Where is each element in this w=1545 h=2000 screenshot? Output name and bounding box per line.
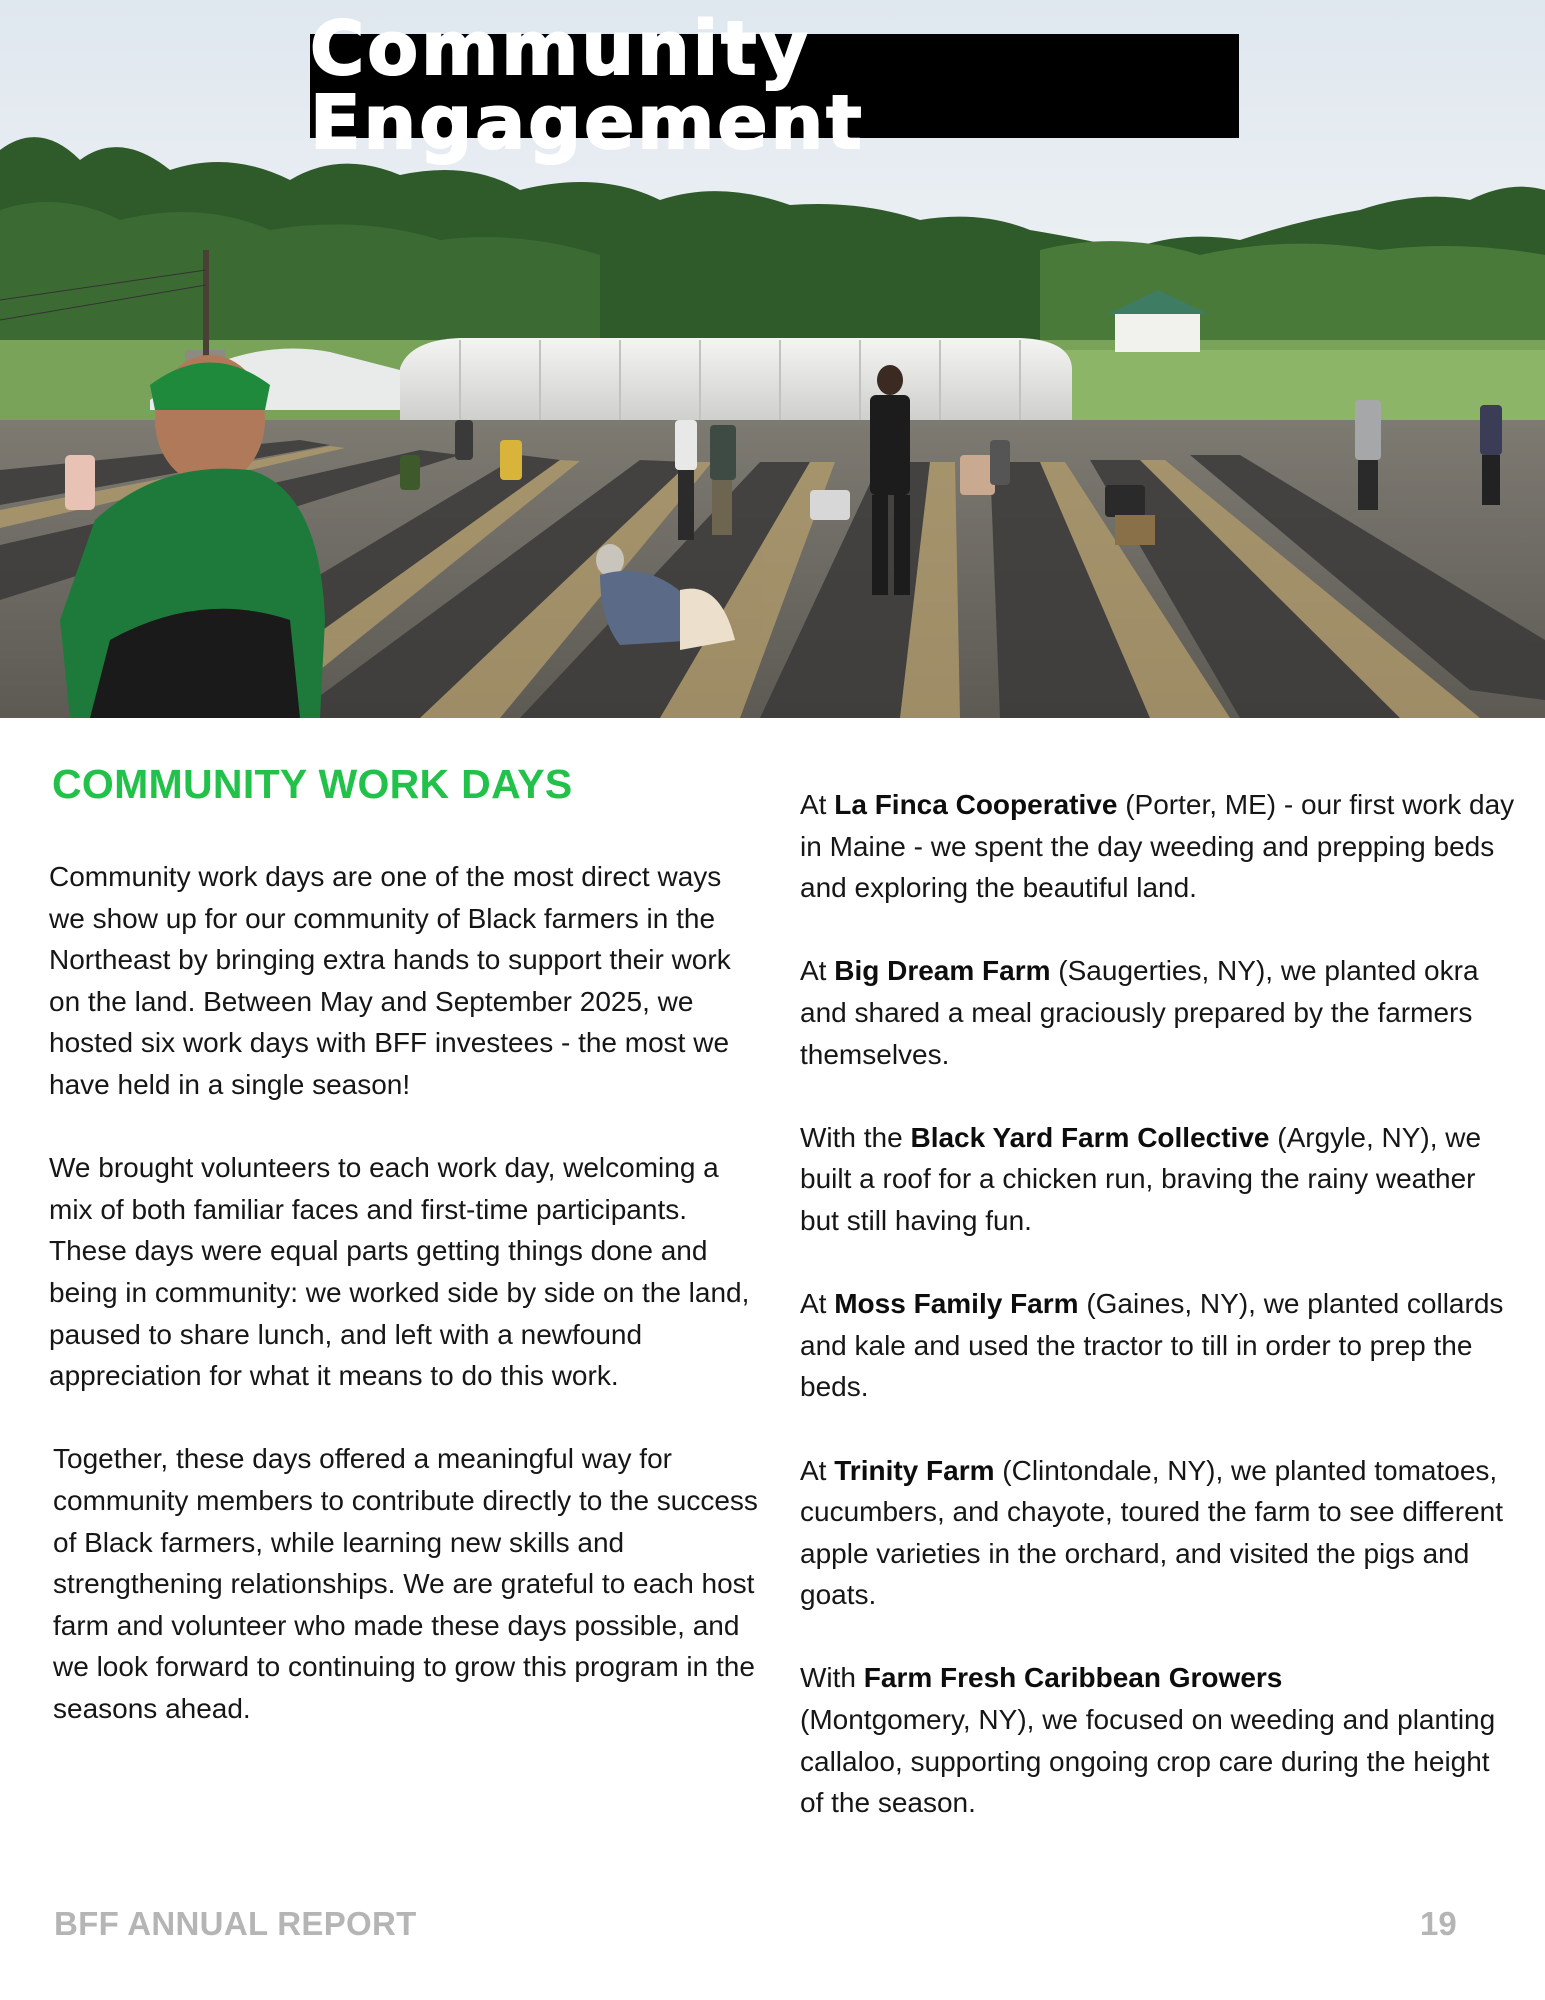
section-heading: COMMUNITY WORK DAYS [52,761,573,807]
page-number: 19 [1420,1905,1457,1942]
footer-report-label: BFF ANNUAL REPORT [54,1905,417,1942]
farm-entry: At Trinity Farm (Clintondale, NY), we planted tomatoes, cucumbers, and chayote, toured the farm to see different apple varieties in the orchard, and visited the pigs and goats. [800,1454,1503,1611]
farm-name: Big Dream Farm [834,955,1051,987]
right-column [800,784,1520,1824]
intro-paragraph: Community work days are one of the most direct ways we show up for our community of Black farmers in the Northeast by bringing extra hands to support their work on the land. Between May and September 2025, we hosted six work days with BFF investees - the most we have held in a single season! [49,861,731,1100]
page-title: Community Engagement [310,6,865,166]
farm-entry: With the Black Yard Farm Collective (Argyle, NY), we built a roof for a chicken run, braving the rainy weather but still having fun. [800,1121,1482,1236]
farm-entry: With Farm Fresh Caribbean Growers (Montgomery, NY), we focused on weeding and planting callaloo, supporting ongoing crop care during the height of the season. [800,1662,1496,1819]
farm-entry: At Moss Family Farm (Gaines, NY), we planted collards and kale and used the tractor to till in order to prep the beds. [800,1288,1504,1403]
page-title-banner [310,6,1239,166]
volunteers-paragraph: We brought volunteers to each work day, welcoming a mix of both familiar faces and first-time participants. These days were equal parts getting things done and being in community: we worked side by side on the land, paused to share lunch, and left with a newfound appreciation for what it means to do this work. [49,1152,750,1392]
left-column [49,760,759,1729]
farm-entry: At La Finca Cooperative (Porter, ME) - our first work day in Maine - we spent the day weeding and prepping beds and exploring the beautiful land. [800,789,1515,904]
farm-entry: At Big Dream Farm (Saugerties, NY), we planted okra and shared a meal graciously prepared by the farmers themselves. [800,955,1479,1070]
hero-photo [0,0,1545,718]
farm-name: Black Yard Farm Collective [910,1121,1270,1153]
farm-name: Trinity Farm [834,1454,995,1486]
closing-paragraph: Together, these days offered a meaningful way for community members to contribute directly to the success of Black farmers, while learning new skills and strengthening relationships. We are grateful to each host farm and volunteer who made these days possible, and we look forward to continuing to grow this program in the seasons ahead. [53,1443,758,1724]
farm-name: La Finca Cooperative [834,789,1118,820]
farm-name: Farm Fresh Caribbean Growers [863,1662,1283,1694]
farm-name: Moss Family Farm [834,1288,1079,1320]
